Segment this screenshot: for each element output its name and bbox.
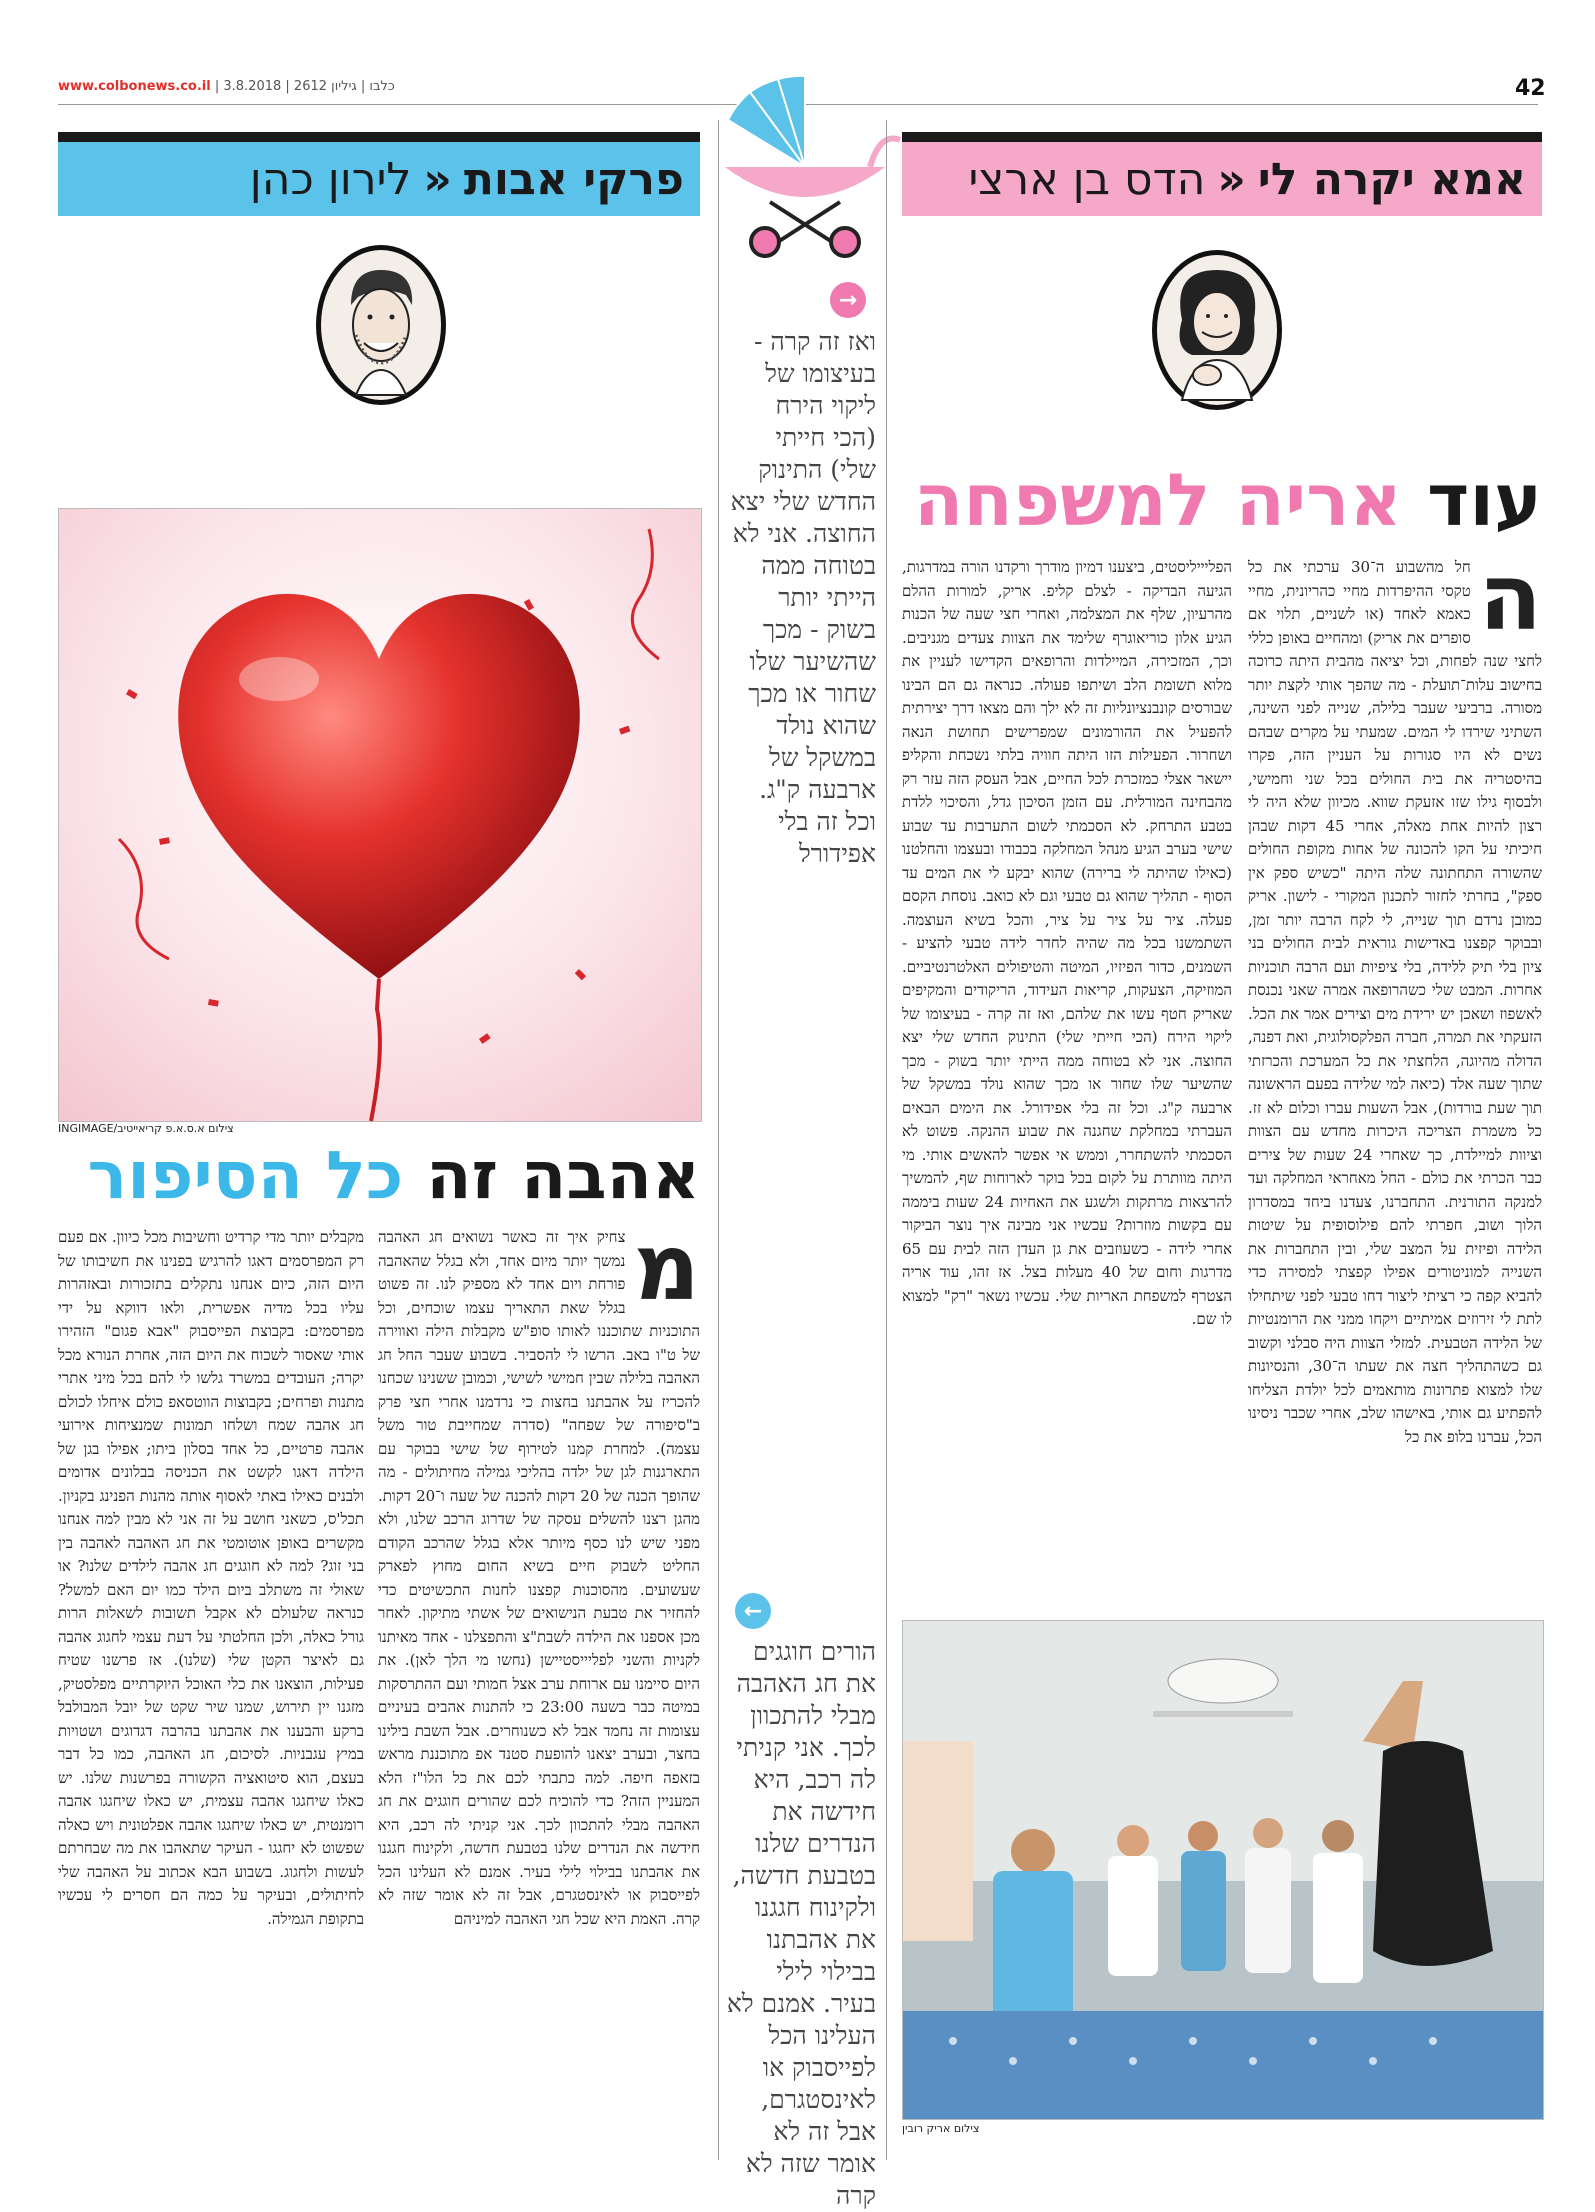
pull-quote-2: הורים חוגגים את חג האהבה מבלי להתכוון לכך. אני קניתי לה רכב, היא חידשה את הנדרים שלנו בטבעת חדשה, ולקינוח חגגנו את אהבתנו בבילוי לילי בעיר. אמנם לא העלינו הכל לפייסבוק או לאינסטגרם, אבל זה לא אומר שזה לא קרה — [726, 1637, 876, 2210]
arrow-left-icon: → — [830, 282, 866, 318]
column-divider — [886, 120, 887, 2160]
headline-highlight: אריה למשפחה — [913, 458, 1402, 542]
page-number: 42 — [1515, 76, 1546, 101]
article-body-right-col1 — [1248, 544, 1542, 1602]
chevron-icon: « — [423, 153, 452, 205]
article-body-right-col2 — [902, 556, 1232, 1602]
pull-quote-1: ואז זה קרה - בעיצומו של ליקוי הירח (הכי חייתי שלי) התינוק החדש שלי יצא החוצה. אני לא בטוחה ממה הייתי יותר בשוק - מכך שהשיער שלו שחור או מכך שהוא נולד במשקל של ארבעה ק"ג. וכל זה בלי אפידורל — [730, 327, 876, 868]
author-portrait-right — [1152, 250, 1282, 410]
column-banner-left — [58, 132, 700, 216]
body-paragraph: צחיק איך זה כאשר נשואים חג האהבה נמשך יותר מיום אחד, ולא בגלל שהאהבה פורחת ויום אחד לא מספיק לנו. זה פשוט בגלל שאת התאריך עצמו שוכחים, וכל התוכניות שתוכננו לאותו סופ"ש מקבלות הילה ואווירה של ט"ו באב. הרשו לי להסביר. בשבוע שעבר החל חג האהבה בלילה שבין חמישי לשישי, וכמובן ששנינו שכחנו להכריז על אהבתנו בחצות כי נרדמנו אחרי חצי פרק ב"סיפורה של שפחה" (סדרה שמחייבת טור משל עצמה). למחרת קמנו לטירוף של שישי בבוקר עם התארגנות לגן של ילדה בהליכי גמילה מחיתולים - מה שהופך הכנה של 20 דקות להכנה של שעה ו־20 דקות. מהגן רצנו להשלים עסקה של שדרוג הרכב שלנו, ולא מפני שיש לנו כסף מיותר אלא בגלל שהרכב הקודם החליט לשבוק חיים בשיא החום מחוץ לפארק שעשועים. מהסוכנות קפצנו לחנות התכשיטים כדי להחזיר את טבעת הנישואים של אשתי מתיקון. לאחר מכן אספנו את הילדה לשבת"צ והתפצלנו - אחד מאיתנו לקניות והשני לפליייסטיישן (נחשו מי הלך לאן). את היום סיימנו עם ארוחת ערב אצל חמותי ועם ההתרסקות במיטה כבר בשעה 23:00 כי להתנות אהבים בעיניים עצומות זה נחמד אבל לא כשנוחרים. אבל השבת בילינו בחצר, ובערב יצאנו להופעת סטנד אפ מתוכננת מראש בזאפה חיפה. למה כתבתי לכם את כל הלו"ז הלא המעניין הזה? כדי להוכיח לכם שהורים חוגגים את חג האהבה מבלי להתכוון לכך. אני קניתי לה רכב, היא חידשה את הנדרים שלנו בטבעת חדשה, ולקינוח חגגנו את אהבתנו בבילוי לילי בעיר. אמנם לא העלינו הכל לפייסבוק או לאינסטגרם, אבל זה לא אומר שזה לא קרה. האמת היא שכל חגי האהבה למיניהם — [378, 1228, 700, 1928]
body-paragraph: חל מהשבוע ה־30 ערכתי את כל טקסי ההיפרדות מחיי כהריונית, מחיי כאמא לאחד (או לשניים, תלוי אם סופרים את אריק) ומהחיים באופן כללי לחצי שנה לפחות, וכל יציאה מהבית היתה כרוכה בחישוב עלות־תועלת - מה שהפך אותי לקצת יותר מסורה. ברביעי שעבר בלילה, שנייה לפני השינה, השתיני שירדו לי המים. שמעתי על מקרים שבהם נשים לא היו סגורות על העניין הזה, פקרו בהיסטריה את בית החולים בכל שני וחמישי, ולבסוף גילו שזו אזעקת שווא. מכיוון שלא היה לי רצון להיות אחת מאלה, אחרי 45 דקות שבהן חיכיתי על הקו להכונה של אחות מקופת החולים שהשורה התחתונה שלה היתה "כשיש ספק אין ספק", בחרתי לחזור לתכנון המקורי - לישון. אריק כמובן נרדם תוך שנייה, לי לקח הרבה יותר זמן, ובבוקר קפצנו באדישות גוראית לבית החולים בני ציון בלי תיק ללידה, בלי ציפיות ועם הרבה תוכניות אחרות. המבט שלי כשהרופאה אמרה שאני נכנסת לאשפוז ושאכן יש ירידת מים וצירים אמר את הכל. הזעקתי את תמרה, חברה הפלקסולוגית, ואת דפנה, הדולה מהיוגה, הלחצתי את כל המערכת והכרזתי שתוך שעה אלד (כיאה למי שלידה בפעם הראשונה תוך שעת בורדות), אבל השעות עברו וכלום לא זז. כל משמרת הצריכה היכרות מחדש עם הצוות וציוות למיילדת, כך שאחרי 24 שעות של צירים כבר הכרתי את כולם - החל מאחראי המחלקה ועד למנקה התורנית. התחברנו, צעדנו ביחד במסדרון הלוך ושוב, חפרתי להם פילוסופית על שיטות הלידה ופיזית על המצב שלי, ובין התחברות את השנייה למוניטורים אפילו קפצתי למסירה כדי להביא קפה כי רציתי ליצור דחו טבעי לפני שיתחילו לתת לי זירוזים אמיתיים ויקחו ממני את הרומנטיות של הלידה הטבעית. למזלי הצוות היה סבלני וקשוב גם כשהתהליך חצה את שעתו ה־30, והנסיונות שלו למצוא פתרונות מותאמים לכל יולדת הצליחו להפתיע גם אותי, באישהו שלב, אחרי שכבר ניסינו הכל, עברנו בלופ את כל — [1248, 558, 1542, 1446]
woman-portrait-icon — [1162, 260, 1272, 400]
hospital-photo — [902, 1620, 1544, 2120]
chevron-icon: « — [1217, 153, 1246, 205]
column-banner-right — [902, 132, 1542, 216]
heart-balloon-photo — [58, 508, 702, 1122]
dropcap: מ — [633, 1214, 700, 1321]
dropcap: ה — [1478, 544, 1542, 651]
site-url[interactable]: www.colbonews.co.il — [58, 79, 211, 94]
column-author: הדס בן ארצי — [968, 153, 1206, 205]
man-portrait-icon — [326, 255, 436, 395]
column-divider — [718, 120, 719, 2160]
arrow-right-icon: ← — [735, 1593, 771, 1629]
article-headline-right — [902, 460, 1542, 540]
stroller-icon — [700, 62, 910, 262]
issue-info: | כלבו | גיליון 2612 | 3.8.2018 — [214, 79, 395, 94]
column-title: אמא יקרה לי — [1257, 153, 1526, 205]
article-body-left-col2 — [58, 1226, 364, 2156]
article-headline-left — [40, 1136, 700, 1216]
photo-credit: צילום אריק רובין — [902, 2122, 980, 2135]
stroller-logo — [700, 62, 910, 262]
headline-highlight: כל הסיפור — [87, 1137, 404, 1214]
headline-word: אהבה זה — [426, 1137, 700, 1214]
heart-balloon-icon — [59, 509, 701, 1121]
article-body-left-col1 — [378, 1214, 700, 2156]
header-meta — [58, 79, 395, 94]
hospital-scene-icon — [903, 1621, 1543, 2119]
column-title: פרקי אבות — [463, 153, 684, 205]
photo-credit: צילום א.ס.א.פ קריאייטיב/INGIMAGE — [58, 1122, 234, 1135]
headline-word: עוד — [1427, 458, 1542, 542]
column-author: לירון כהן — [249, 153, 412, 205]
body-paragraph: הפליייליסטים, ביצענו דמיון מודרך ורקדנו הורה במדרגות, הגיעה הבדיקה - לצלם קליפ. אריק, למורות ההלם מהרעיון, שלף את המצלמה, ואחרי חצי שעה של הכנות הגיע אלון כוריאוגרף שלימד את הצוות צעדים מגניבים. וכך, המזכירה, המיילדות והרופאים הקדישו לעניין את מלוא תשומת הלב ושיתפו פעולה. כנראה גם הם הבינו שבורסים קונבנציונליות זה לא ילך והם מצאו דרך יצירתית להפעיל את ההורמונים שמפרישים תחושת הנאה ושחרור. הפעילות הזו היתה חוויה בלתי נשכחת והקליפ יישאר אצלי כמזכרת לכל החיים, אבל העסק הזה עזר רק מהבחינה המורלית. עם הזמן הסיכון גדל, והסיכוי ללדת בטבע התרחק. לא הסכמתי לשום התערבות עד שבוע שישי בערב הגיע מנהל המחלקה בכבודו ובעצמו והחלטנו (כאילו שהיתה לי ברירה) שהוא יבקע לי את המים עד הסוף - תהליך שהוא גם טבעי וגם לא כואב. נוסחת הקסם פעלה. ציר על ציר על ציר, והכל בשיא העוצמה. השתמשנו בכל מה שהיה לחדר לידה טבעי להציע - השמנים, כדור הפיזיו, המיטה והטיפולים האלטרנטיביים. המוזיקה, הצעקות, קריאות העידוד, הריקודים והמקיפים שאריק חטף עשו את שלהם, ואז זה קרה - בעיצומו של ליקוי הירח (הכי חייתי שלי) התינוק החדש שלי יצא החוצה. אני לא בטוחה ממה הייתי יותר בשוק - מכך שהשיער שלו שחור או מכך שהוא נולד במשקל של ארבעה ק"ג. וכל זה בלי אפידורל. את הימים הבאים העברתי במחלקת שחגנה את שבוע ההנקה. פשוט לא הסכמתי להשתחרר, וממש אי אפשר להאשים אותי. מי היתה מוותרת על לקום בכל בוקר לארוחות שף, להמשיך להרצאות מרתקות ולשגע את האחיות 24 שעות ביממה עם בקשות מוזרות? עכשיו אני מבינה איך נוצר הביקור אחרי לידה - כשעוזבים את גן העדן הזה לבית עם 65 מדרגות וחום של 40 מעלות בצל. אז זהו, עוד אריה הצטרף למשפחת האריות שלי. עכשיו נשאר "רק" למצוא לו שם. — [902, 558, 1233, 1328]
body-paragraph: מקבלים יותר מדי קרדיט וחשיבות מכל כיוון. אם פעם רק המפרסמים דאגו להרגיש בפנינו את חשיבותו של היום הזה, כיום אנחנו נתקלים בתזכורות ובאזהרות עליו בכל מדיה אפשרית, ולאו דווקא על ידי מפרסמים: בקבוצת הפייסבוק "אבא פגום" הזהירו אותי שאסור לשכוח את היום הזה, אחרת הנורא מכל יקרה; העובדים במשרד גלשו לי להם בכל מיני אתרי מתנות ופרחים; בקבוצות הווטסאפ כולם איחלו לכולם חג אהבה שמח ושלחו תמונות שמנציחות אירועי אהבה פרטיים, כל אחד בסלון ביתו; אפילו בגן של הילדה דאגו לקשט את הכניסה בבלונים אדומים ולבנים כאילו באתי לאסוף אותה מהנות הפנינג בקניון. תכל'ס, כשאני חושב על זה אני לא מבין למה אנחנו מקשרים באופן אוטומטי את חג האהבה לאהבה בין בני זוג? למה לא חוגגים חג אהבה לילדים שלנו? או שאולי זה משתלב ביום הילד כמו יום האם למשל? כנראה שלעולם לא אקבל תשובות לשאלות הרות גורל כאלה, ולכן החלטתי על דעת עצמי לחגוג אהבה גם לאיצר הקטן שלי (שלנו). אז פרשנו שטיח פעילות, הוצאנו את כלי האוכל היוקרתיים מפלסטיק, מזגנו יין תירוש, שמנו שיר שקט של יובל המבולבל ברקע והבענו את אהבתנו בהרבה דגדוגים ושטויות במיץ עגבניות. לסיכום, חג האהבה, כמו כל דבר בעצם, הוא סיטואציה הקשורה בפרשנות שלנו. יש כאלו שיחגגו אהבה עצמית, יש כאלו שיחגגו אהבה רומנטית, יש כאלו שיחגגו אהבה אפלטונית ויש כאלה שפשוט לא יחגגו - העיקר שתאהבו את מה שבחרתם לעשות ולחגוג. בשבוע הבא אכתוב על האהבה שלי לחיתולים, ובעיקר על כמה הם חסרים לי עכשיו בתקופת הגמילה. — [58, 1228, 364, 1928]
author-portrait-left — [316, 245, 446, 405]
